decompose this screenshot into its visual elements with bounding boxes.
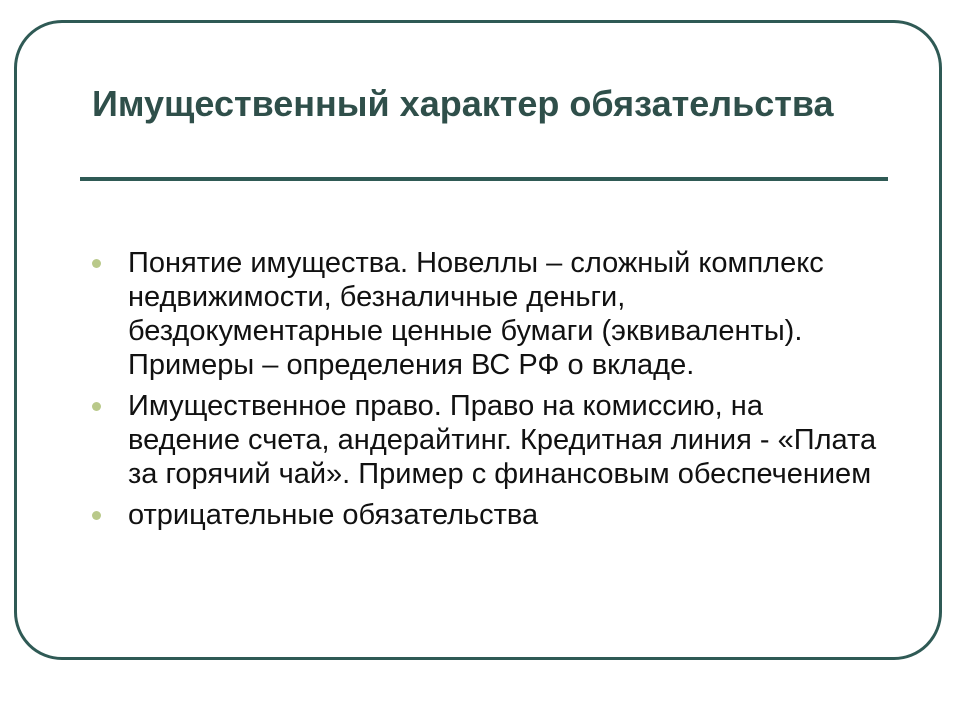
slide-title: Имущественный характер обязательства bbox=[92, 83, 834, 124]
bullet-text: Понятие имущества. Новеллы – сложный комплекс недвижимости, безналичные деньги, бездокументарные ценные бумаги (эквиваленты). Примеры – определения ВС РФ о вкладе. bbox=[128, 247, 824, 381]
bullet-item bbox=[92, 389, 882, 491]
bullet-dot-icon bbox=[92, 402, 101, 411]
bullet-text: отрицательные обязательства bbox=[128, 499, 539, 531]
bullet-item bbox=[92, 498, 882, 532]
bullet-list bbox=[92, 246, 882, 539]
bullet-item bbox=[92, 246, 882, 382]
bullet-text: Имущественное право. Право на комиссию, на ведение счета, андерайтинг. Кредитная линия - «Плата за горячий чай». Пример с финансовым обеспечением bbox=[128, 390, 877, 490]
bullet-dot-icon bbox=[92, 259, 101, 268]
title-divider bbox=[80, 177, 888, 181]
bullet-dot-icon bbox=[92, 511, 101, 520]
